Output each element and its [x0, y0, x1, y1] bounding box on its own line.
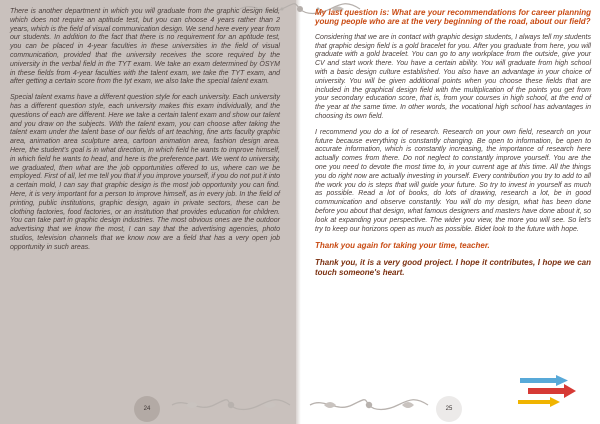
interview-question: My last question is: What are your recommendations for career planning young people who are at the very beginning of the road, about our field?	[315, 8, 591, 27]
right-paragraph-2: I recommend you do a lot of research. Research on your own field, research on your future because everything is constantly changing. Be open to information, be open to accurate information, which is constantly increasing, the importance of research here actually comes from there. Do not neglect to constantly improve yourself. You are the one you need to devote the most time to, in your current age at this time. All the things you do right now are actually investing in yourself. Every contribution you try to add to all the work you do is steps that will guide your future. So try to invest in yourself as much as possible. Read a lot of books, do lots of drawing, research a lot, be in good communication and observe constantly. You will do my design, what has been done before you about that design, what famous designers and masters have done about it, so look at expanding your perspective. The wider you view, the more you will see. So let's try to keep our horizons open as much as possible. Bidet look to the future with hope.	[315, 128, 591, 233]
right-page-body	[315, 8, 591, 284]
closing-line: Thank you, it is a very good project. I hope it contributes, I hope we can touch someone's heart.	[315, 257, 591, 277]
bottom-flourish-ornament-icon-left	[168, 397, 294, 413]
bottom-flourish-ornament-icon-right	[306, 397, 432, 413]
red-arrow-icon	[528, 384, 576, 398]
thanks-line: Thank you again for taking your time, teacher.	[315, 241, 490, 251]
book-spine	[296, 0, 304, 424]
left-paragraph-2: Special talent exams have a different question style for each university. Each university has a different question style, each university makes this exam individually, and the questions of each are different. Here we take a certain talent exam and show our talent and you draw on the subjects. With the talent exam, you can choose after taking the talent exam under the talent base of our fields of art teaching, fine arts faculty graphic area, animation area sculpture area, cartoon animation area, fashion design area. Here, the student's goal is in what direction, in which field he wants to improve himself, in which field he wants to head, and here is the preference part. We went to university, we graduated, then what are the job opportunities offered to us, where can we be employed. First of all, let me tell you that if you improve yourself, if you do not put it into a certain mold, I can say that graphic design is the most job opportunity you can find. Here, it is very important for a person to improve himself, as in every job. In the field of printing, public institutions, graphic design, again in private sectors, these can be clothing factories, food factories, or an institution that provides education for children. You can take part in graphic design industries. The most obvious ones are the outdoor advertising that we know the most, I can say that the advertising agencies, photo studios, television channels that we know now are a field that has a very open job opportunity in such areas.	[10, 94, 280, 251]
page-number-left: 24	[134, 396, 160, 422]
blue-arrow-icon	[520, 375, 568, 386]
left-paragraph-1: There is another department in which you will graduate from the graphic design field, which does not require an aptitude test, but you can choose 4 years rather than 2 years, which is the field of visual communication design. We send here every year from our students. In addition to the fact that there is no requirement for an aptitude test, you can be placed in 4-year faculties in these universities in the field of visual communication, provided that the university receives the score required by the university in the verbal field in the TYT exam. We take an exam determined by ÖSYM in these fields from 4-year faculties with the talent exam, we take the TYT exam, and after getting a certain score from the tyt exam, we also take the special talent exam.	[10, 8, 280, 86]
colored-arrows-icon	[518, 374, 576, 410]
yellow-arrow-icon	[518, 397, 560, 407]
left-page-body	[10, 8, 280, 260]
right-paragraph-1: Considering that we are in contact with graphic design students, I always tell my students that graphic design field is a gold bracelet for you. After you graduate from here, you will graduate with a gold bracelet. You can go to any workplace from the outside, give your CV and start work there. You have a certain ability. You will graduate from high school with a basic design culture established. You also have an advantage in your choice of university. You will be given additional points when you choose these fields that are included in the graphical design field with the multiplication of the points you get from your secondary education score, that is, from your courses in high school, at the end of the year at the same time. In other words, the vocational high school has advantages in choosing its own field.	[315, 33, 591, 120]
page-number-right: 25	[436, 396, 462, 422]
